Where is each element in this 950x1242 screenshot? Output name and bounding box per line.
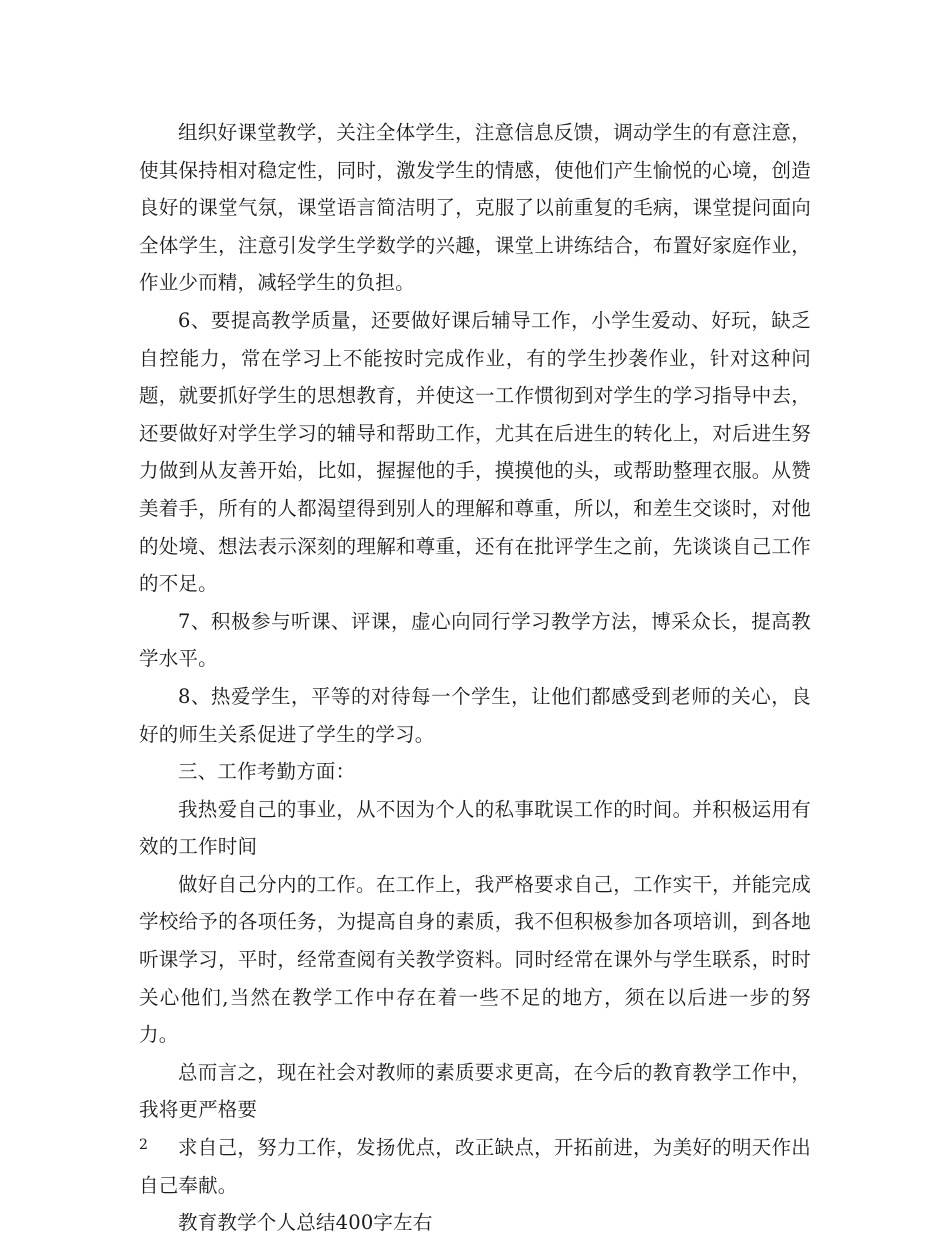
paragraph-attendance-1: 我热爱自己的事业，从不因为个人的私事耽误工作的时间。并积极运用有效的工作时间 (139, 797, 811, 859)
paragraph-item-6-tutoring: 6、要提高教学质量，还要做好课后辅导工作，小学生爱动、好玩，缺乏自控能力，常在学习上不能按时完成作业，有的学生抄袭作业，针对这种问题，就要抓好学生的思想教育，并使这一工作惯彻到对学生的学习指导中去，还要做好对学生学习的辅导和帮助工作，尤其在后进生的转化上，对后进生努力做到从友善开始，比如，握握他的手，摸摸他的头，或帮助整理衣服。从赞美着手，所有的人都渴望得到别人的理解和尊重，所以，和差生交谈时，对他的处境、想法表示深刻的理解和尊重，还有在批评学生之前，先谈谈自己工作的不足。 (139, 308, 811, 596)
paragraph-attendance-2: 做好自己分内的工作。在工作上，我严格要求自己，工作实干，并能完成学校给予的各项任务，为提高自身的素质，我不但积极参加各项培训，到各地听课学习，平时，经常查阅有关教学资料。同时经常在课外与学生联系，时时关心他们,当然在教学工作中存在着一些不足的地方，须在以后进一步的努力。 (139, 872, 811, 1047)
paragraph-conclusion-1: 总而言之，现在社会对教师的素质要求更高，在今后的教育教学工作中，我将更严格要 (139, 1060, 811, 1122)
document-body (139, 114, 811, 1242)
section-heading-attendance: 三、工作考勤方面： (178, 760, 356, 784)
paragraph-item-8-love-students: 8、热爱学生，平等的对待每一个学生，让他们都感受到老师的关心，良好的师生关系促进了学生的学习。 (139, 684, 811, 746)
next-article-title: 教育教学个人总结400字左右 (178, 1211, 433, 1235)
paragraph-classroom-teaching: 组织好课堂教学，关注全体学生，注意信息反馈，调动学生的有意注意，使其保持相对稳定性，同时，激发学生的情感，使他们产生愉悦的心境，创造良好的课堂气氛，课堂语言简洁明了，克服了以前重复的毛病，课堂提问面向全体学生，注意引发学生学数学的兴趣，课堂上讲练结合，布置好家庭作业，作业少而精，减轻学生的负担。 (139, 121, 811, 295)
paragraph-conclusion-2: 求自己，努力工作，发扬优点，改正缺点，开拓前进，为美好的明天作出自己奉献。 (139, 1136, 811, 1197)
paragraph-item-7-lesson-observation: 7、积极参与听课、评课，虚心向同行学习教学方法，博采众长，提高教学水平。 (139, 609, 811, 671)
page-number: 2 (139, 1137, 148, 1153)
